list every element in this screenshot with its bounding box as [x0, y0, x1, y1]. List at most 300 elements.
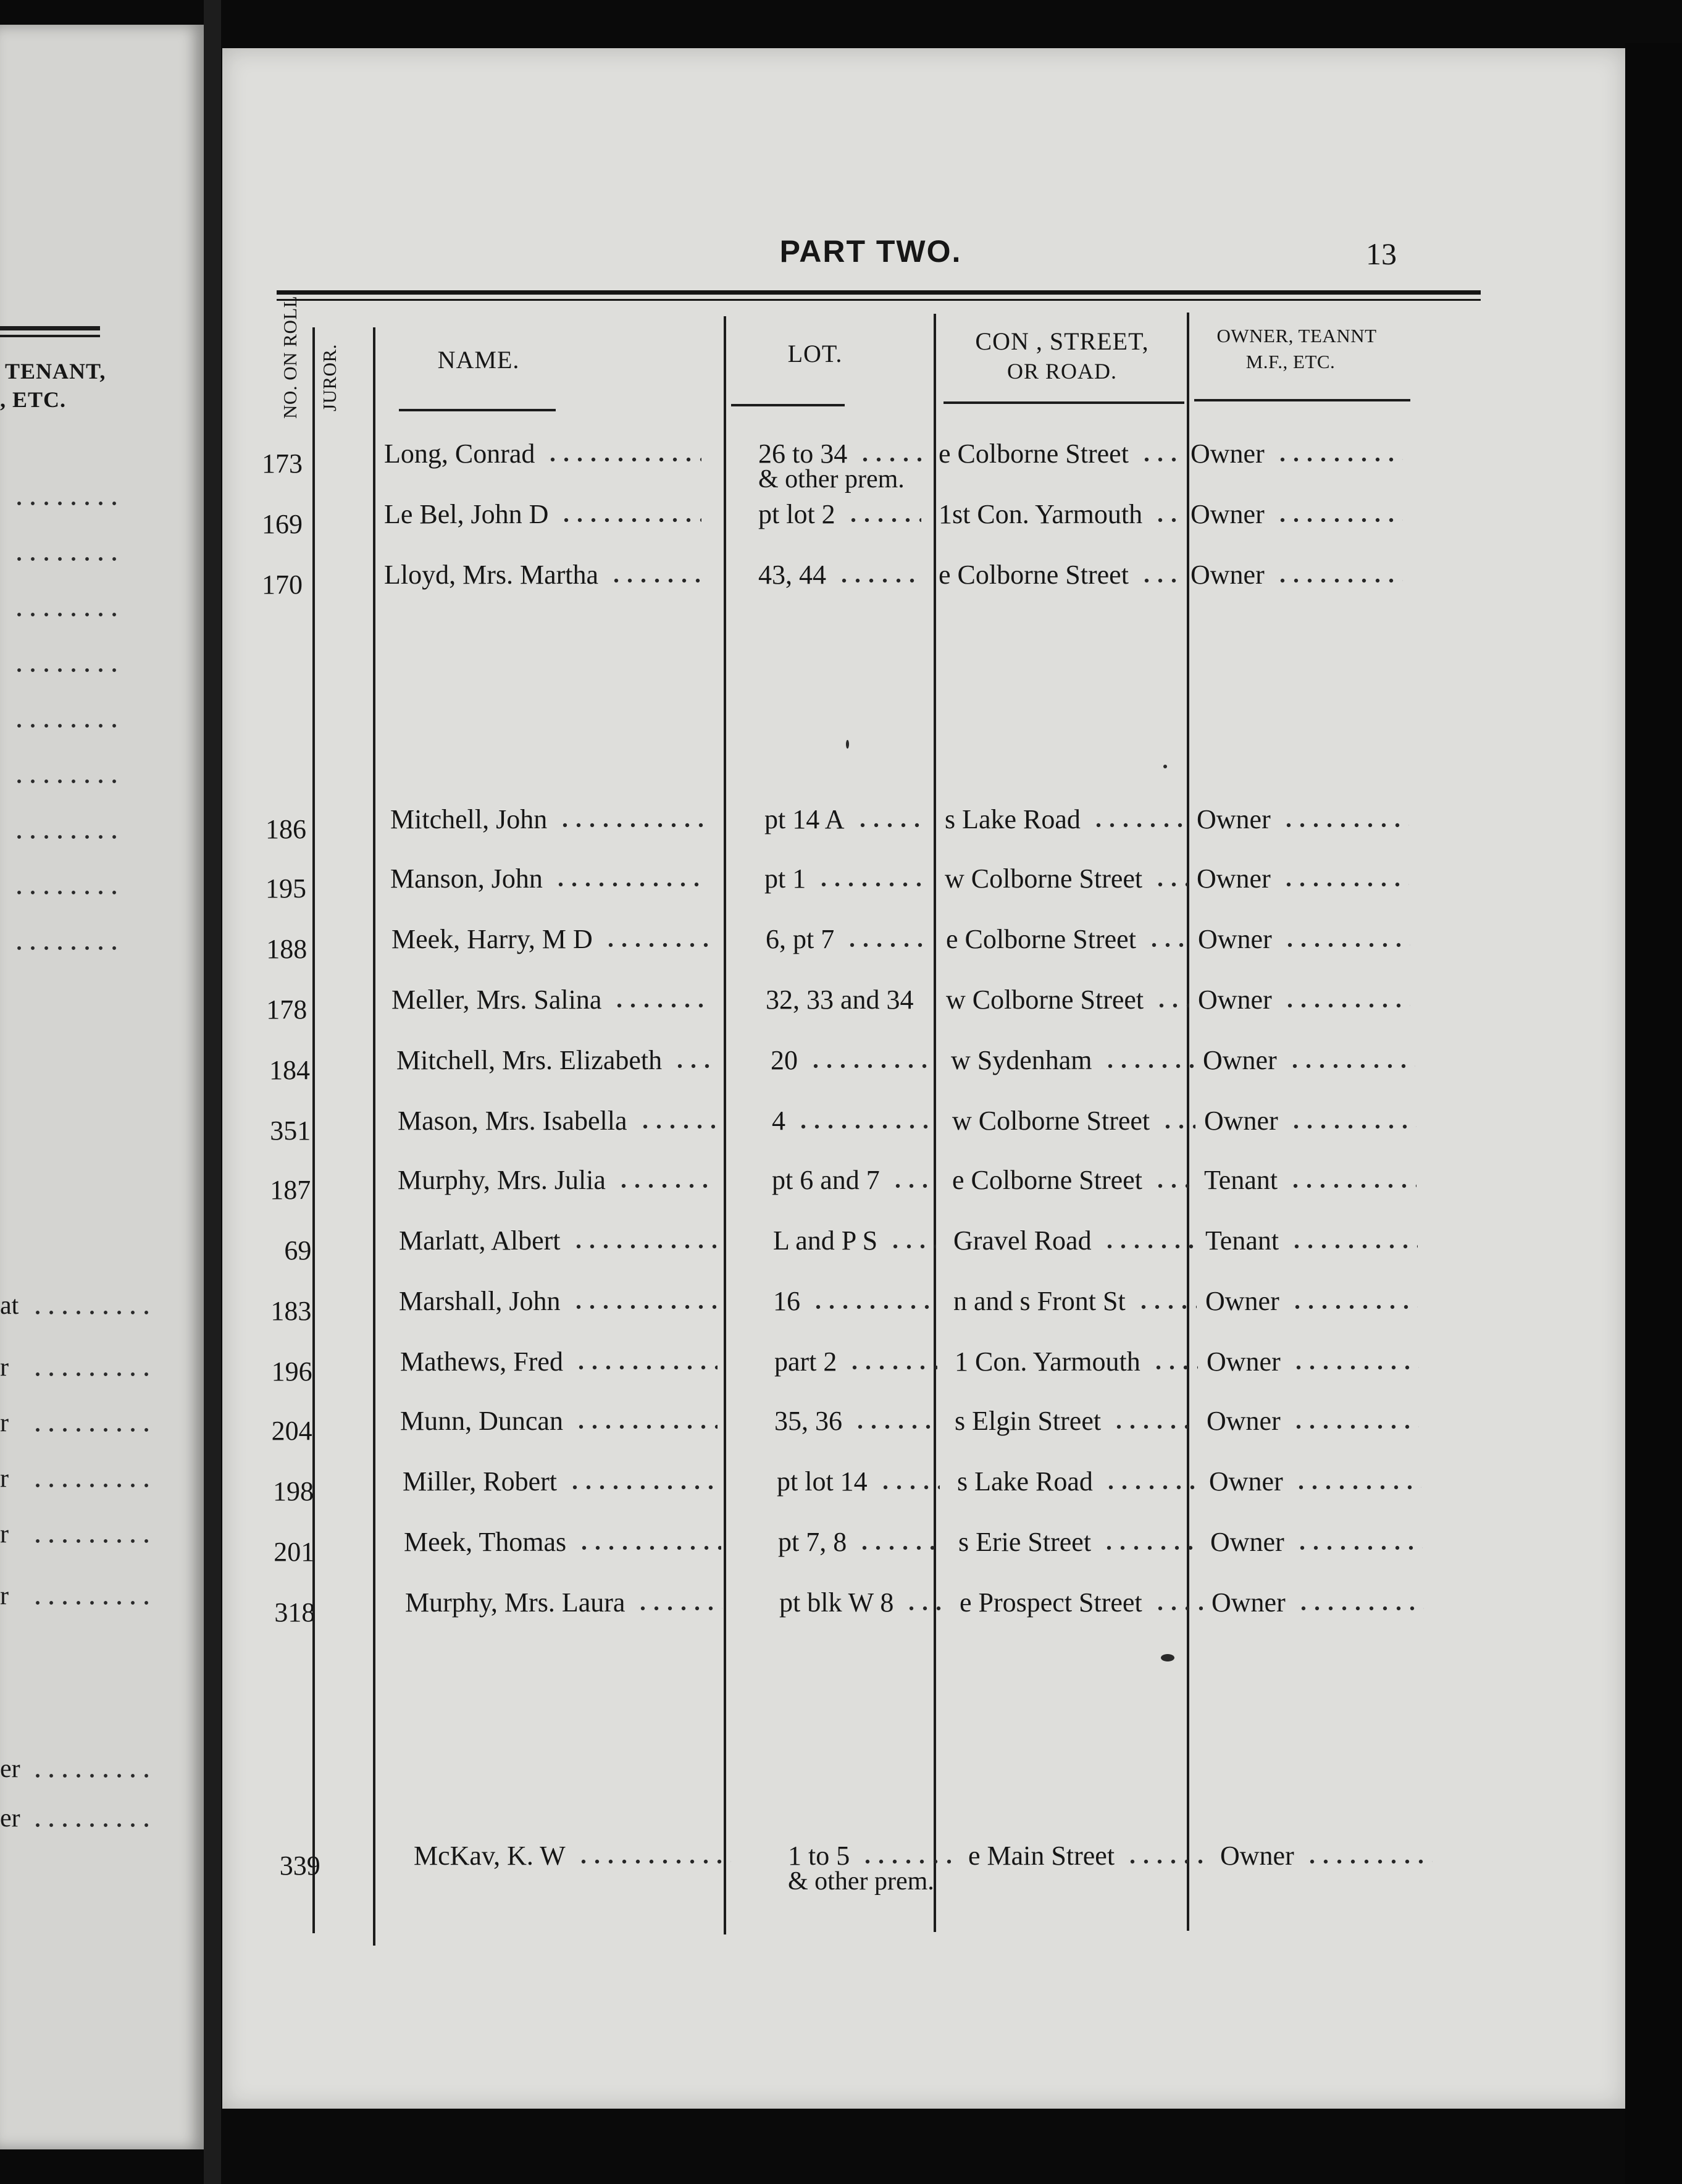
column-header-con-line2: OR ROAD.: [1006, 359, 1117, 384]
leader-dots: [1282, 881, 1409, 888]
left-fragment-entry: [0, 649, 198, 679]
leader-dots: [1152, 1364, 1198, 1371]
owner-cell-value: Owner: [1203, 1045, 1277, 1075]
name-cell-value: Mitchell, Mrs. Elizabeth: [396, 1045, 663, 1075]
table-row: [222, 1405, 1625, 1464]
lot-cell: [771, 1044, 937, 1087]
leader-dots: [1140, 456, 1182, 463]
con-street-cell-value: e Colborne Street: [939, 439, 1129, 469]
table-row: [222, 437, 1625, 497]
con-street-cell-value: e Main Street: [968, 1841, 1115, 1871]
owner-cell-value: Owner: [1190, 499, 1265, 529]
name-cell: [390, 803, 711, 846]
leader-dots: [1103, 1243, 1197, 1250]
lot-cell-value: pt blk W 8: [779, 1587, 894, 1618]
name-cell-value: Lloyd, Mrs. Martha: [384, 560, 599, 590]
owner-subrule: [1194, 399, 1410, 401]
left-fragment-entry: [0, 537, 198, 568]
left-fragment-text: at: [0, 1292, 19, 1320]
column-header-no-on-roll: NO. ON ROLL.: [279, 290, 301, 419]
left-fragment-text: r: [0, 1464, 9, 1493]
left-fragment-text: er: [0, 1804, 20, 1833]
name-cell: [399, 1285, 720, 1328]
owner-cell: [1197, 862, 1413, 905]
leader-dots: [1112, 1423, 1198, 1430]
name-cell-value: Marlatt, Albert: [399, 1225, 561, 1256]
leader-dots: [31, 1427, 154, 1433]
owner-cell: [1205, 1224, 1421, 1267]
lot-cell-value: pt lot 2: [758, 499, 835, 529]
header-rule-thick: [277, 290, 1481, 295]
left-fragment-entry: [0, 1464, 198, 1495]
leader-dots: [31, 1600, 154, 1606]
lot-cell: [772, 1104, 939, 1148]
leader-dots: [879, 1484, 940, 1491]
table-row: [222, 1224, 1625, 1283]
leader-dots: [558, 821, 708, 829]
leader-dots: [574, 1423, 718, 1430]
leader-dots: [31, 1538, 154, 1544]
roll-number: 198: [273, 1476, 314, 1506]
leader-dots: [809, 1062, 934, 1070]
con-street-cell: [945, 862, 1192, 905]
leader-dots: [673, 1062, 714, 1070]
stray-mark: [1163, 765, 1167, 768]
table-row: [222, 1526, 1625, 1585]
con-street-cell: [968, 1839, 1215, 1883]
con-street-cell: [946, 983, 1193, 1027]
leader-dots: [12, 723, 117, 729]
leader-dots: [811, 1303, 936, 1311]
owner-cell-value: Owner: [1220, 1841, 1294, 1871]
page-number: 13: [1366, 237, 1397, 271]
roll-number: 178: [266, 994, 308, 1025]
leader-dots: [905, 1605, 942, 1612]
left-fragment-entry: [0, 1174, 198, 1204]
leader-dots: [1276, 516, 1403, 524]
con-street-cell: [957, 1465, 1204, 1508]
lot-continuation: & other prem.: [788, 1867, 934, 1896]
leader-dots: [1292, 1364, 1419, 1371]
name-cell: [391, 923, 713, 966]
lot-cell-value: 32, 33 and 34: [766, 985, 914, 1015]
left-fragment-entry: [0, 1643, 198, 1674]
left-header-etc: , ETC.: [0, 387, 67, 412]
leader-dots: [891, 1182, 935, 1190]
lot-cell: [779, 1586, 946, 1629]
owner-cell-value: Owner: [1207, 1346, 1281, 1377]
table-row: [222, 1164, 1625, 1223]
owner-cell: [1210, 1526, 1426, 1569]
left-fragment-entry: [0, 482, 198, 513]
name-cell-value: Meller, Mrs. Salina: [391, 985, 602, 1015]
leader-dots: [1104, 1484, 1200, 1491]
owner-cell-value: Owner: [1190, 439, 1265, 469]
con-street-cell: [953, 1285, 1200, 1328]
left-fragment-entry: [0, 871, 198, 902]
lot-cell: [758, 558, 925, 602]
column-header-lot: LOT.: [787, 340, 843, 368]
lot-cell-value: 20: [771, 1045, 798, 1075]
left-header-rule-thin: [0, 335, 100, 337]
con-street-cell-value: e Prospect Street: [960, 1587, 1142, 1618]
leader-dots: [845, 941, 929, 949]
column-header-name: NAME.: [437, 346, 520, 374]
leader-dots: [31, 1482, 154, 1489]
leader-dots: [12, 667, 117, 673]
name-cell: [391, 983, 713, 1027]
lot-cell: [774, 1345, 941, 1388]
leader-dots: [848, 1364, 937, 1371]
leader-dots: [1153, 1605, 1203, 1612]
leader-dots: [1137, 1303, 1197, 1311]
leader-dots: [1103, 1062, 1194, 1070]
leader-dots: [559, 516, 701, 524]
leader-dots: [31, 1309, 154, 1316]
owner-cell-value: Owner: [1198, 924, 1272, 954]
con-street-cell: [960, 1586, 1207, 1629]
lot-cell: [766, 983, 932, 1027]
lot-cell-value: pt lot 14: [777, 1466, 868, 1497]
owner-cell: [1209, 1465, 1425, 1508]
leader-dots: [12, 778, 117, 784]
name-cell-value: Marshall, John: [399, 1286, 561, 1316]
owner-cell-value: Owner: [1210, 1527, 1284, 1557]
lot-cell-value: pt 14 A: [764, 804, 845, 834]
left-fragment-text: r: [0, 1582, 9, 1610]
leader-dots: [1291, 1303, 1418, 1311]
leader-dots: [609, 577, 701, 584]
leader-dots: [1283, 941, 1410, 949]
leader-dots: [1276, 456, 1403, 463]
name-cell-value: Long, Conrad: [384, 439, 535, 469]
lot-cell-value: 6, pt 7: [766, 924, 835, 954]
table-row: [222, 1839, 1625, 1899]
left-header-rule: [0, 326, 100, 330]
name-cell: [400, 1345, 721, 1388]
lot-cell: [777, 1465, 944, 1508]
left-fragment-entry: [0, 704, 198, 735]
leader-dots: [1147, 941, 1189, 949]
lot-cell-value: 4: [772, 1106, 785, 1136]
table-row: [222, 803, 1625, 862]
roll-number: 196: [271, 1356, 312, 1387]
owner-cell-value: Owner: [1198, 985, 1272, 1015]
owner-cell: [1197, 803, 1413, 846]
roll-number: 339: [279, 1850, 320, 1881]
lot-cell-value: 35, 36: [774, 1406, 842, 1436]
con-street-cell-value: w Sydenham: [951, 1045, 1092, 1075]
name-cell: [398, 1164, 719, 1207]
con-street-cell: [939, 498, 1186, 541]
left-fragment-entry: [0, 815, 198, 846]
lot-cell-value: pt 1: [764, 863, 806, 894]
name-cell-value: Munn, Duncan: [400, 1406, 563, 1436]
owner-cell-value: Owner: [1204, 1106, 1278, 1136]
name-cell-value: Meek, Thomas: [404, 1527, 567, 1557]
lot-subrule: [731, 404, 845, 406]
name-cell-value: Mason, Mrs. Isabella: [398, 1106, 627, 1136]
left-fragment-entry: [0, 1229, 198, 1260]
table-row: [222, 498, 1625, 557]
name-cell: [414, 1839, 735, 1883]
lot-cell: [766, 923, 932, 966]
leader-dots: [1102, 1544, 1202, 1552]
roll-number: 186: [266, 814, 306, 844]
owner-cell-value: Owner: [1197, 804, 1271, 834]
name-cell: [405, 1586, 726, 1629]
left-fragment-text: r: [0, 1409, 9, 1437]
con-street-cell-value: w Colborne Street: [945, 863, 1143, 894]
lot-cell-value: 1 to 5: [788, 1841, 850, 1871]
leader-dots: [577, 1858, 731, 1865]
con-street-cell-value: s Lake Road: [957, 1466, 1093, 1497]
left-fragment-entry: [0, 1291, 198, 1322]
leader-dots: [1276, 577, 1403, 584]
name-cell: [400, 1405, 721, 1448]
roll-number: 351: [270, 1115, 311, 1146]
lot-cell-value: pt 6 and 7: [772, 1165, 880, 1195]
name-cell: [399, 1224, 720, 1267]
owner-cell: [1198, 983, 1414, 1027]
lot-cell-value: L and P S: [773, 1225, 878, 1256]
leader-dots: [889, 1243, 936, 1250]
leader-dots: [1126, 1858, 1211, 1865]
leader-dots: [1283, 1002, 1410, 1009]
con-street-cell-value: e Colborne Street: [939, 560, 1129, 590]
leader-dots: [638, 1123, 715, 1130]
name-cell: [396, 1044, 718, 1087]
owner-cell-value: Owner: [1190, 560, 1265, 590]
leader-dots: [12, 611, 117, 618]
roll-number: 318: [274, 1597, 316, 1628]
con-street-cell: [951, 1044, 1198, 1087]
name-cell: [384, 498, 705, 541]
column-header-owner-line1: OWNER, TEANNT: [1216, 325, 1377, 346]
left-fragment-entry: [0, 593, 198, 624]
leader-dots: [31, 1822, 154, 1828]
owner-cell: [1211, 1586, 1428, 1629]
lot-cell: [772, 1164, 939, 1207]
owner-cell-value: Tenant: [1205, 1225, 1279, 1256]
table-row: [222, 558, 1625, 618]
leader-dots: [1153, 881, 1188, 888]
table-row: [222, 1345, 1625, 1405]
leader-dots: [613, 1002, 709, 1009]
con-street-cell-value: n and s Front St: [953, 1286, 1126, 1316]
lot-cell: [773, 1285, 940, 1328]
page-title: PART TWO.: [779, 234, 962, 269]
name-cell: [403, 1465, 724, 1508]
roll-number: 69: [284, 1235, 312, 1266]
page-gutter: [204, 0, 221, 2184]
con-street-cell: [955, 1405, 1202, 1448]
owner-cell: [1204, 1104, 1420, 1148]
con-street-cell-value: Gravel Road: [953, 1225, 1092, 1256]
lot-cell-value: pt 7, 8: [778, 1527, 847, 1557]
con-street-cell-value: e Colborne Street: [946, 924, 1136, 954]
leader-dots: [12, 834, 117, 840]
lot-cell-value: part 2: [774, 1346, 837, 1377]
con-street-cell: [945, 803, 1192, 846]
leader-dots: [617, 1182, 715, 1190]
leader-dots: [636, 1605, 722, 1612]
name-cell: [404, 1526, 725, 1569]
roll-number: 173: [262, 448, 303, 479]
leader-dots: [546, 456, 701, 463]
table-row: [222, 1586, 1625, 1645]
stray-mark: [846, 740, 849, 749]
leader-dots: [1292, 1423, 1419, 1430]
name-cell-value: Manson, John: [390, 863, 543, 894]
lot-cell-value: 43, 44: [758, 560, 826, 590]
roll-number: 195: [266, 873, 306, 904]
leader-dots: [858, 456, 921, 463]
leader-dots: [847, 516, 921, 524]
column-header-con-line1: CON , STREET,: [975, 327, 1149, 355]
roll-number: 204: [271, 1416, 312, 1446]
leader-dots: [1153, 1182, 1195, 1190]
table-row: [222, 1285, 1625, 1344]
leader-dots: [604, 941, 709, 949]
owner-cell: [1207, 1405, 1423, 1448]
column-header-owner-line2: M.F., ETC.: [1245, 351, 1336, 372]
page-edge: [1625, 43, 1682, 2184]
con-street-cell-value: w Colborne Street: [946, 985, 1144, 1015]
owner-cell-value: Owner: [1197, 863, 1271, 894]
table-row: [222, 1044, 1625, 1103]
leader-dots: [12, 945, 117, 951]
con-street-cell-value: s Elgin Street: [955, 1406, 1102, 1436]
lot-cell: [773, 1224, 940, 1267]
con-street-cell: [952, 1104, 1199, 1148]
leader-dots: [861, 1858, 951, 1865]
leader-dots: [1294, 1484, 1421, 1491]
roll-number: 184: [269, 1055, 310, 1085]
previous-page-fragment: [0, 25, 204, 2149]
con-street-cell-value: w Colborne Street: [952, 1106, 1150, 1136]
con-subrule: [944, 401, 1184, 404]
con-street-cell-value: 1 Con. Yarmouth: [955, 1346, 1140, 1377]
owner-cell: [1190, 498, 1407, 541]
owner-cell: [1207, 1345, 1423, 1388]
con-street-cell-value: e Colborne Street: [952, 1165, 1142, 1195]
leader-dots: [31, 1371, 154, 1377]
left-fragment-entry: [0, 1519, 198, 1550]
register-page: [222, 48, 1625, 2109]
left-header-tenant: TENANT,: [5, 359, 106, 384]
left-fragment-entry: [0, 1581, 198, 1612]
leader-dots: [1092, 821, 1188, 829]
table-row: [222, 983, 1625, 1043]
leader-dots: [1289, 1123, 1416, 1130]
owner-cell: [1220, 1839, 1436, 1883]
owner-cell-value: Tenant: [1204, 1165, 1278, 1195]
leader-dots: [31, 1773, 154, 1779]
roll-number: 183: [270, 1296, 312, 1326]
table-row: [222, 862, 1625, 922]
leader-dots: [12, 889, 117, 896]
roll-number: 169: [262, 509, 303, 539]
left-fragment-text: r: [0, 1353, 9, 1382]
leader-dots: [1282, 821, 1409, 829]
con-street-cell: [952, 1164, 1199, 1207]
left-fragment-entry: [0, 1754, 198, 1785]
leader-dots: [817, 881, 927, 888]
leader-dots: [856, 821, 927, 829]
name-cell: [398, 1104, 719, 1148]
leader-dots: [1153, 516, 1182, 524]
con-street-cell: [939, 437, 1186, 481]
left-fragment-entry: [0, 1408, 198, 1439]
left-fragment-entry: [0, 760, 198, 791]
roll-number: 188: [266, 934, 308, 964]
leader-dots: [1140, 577, 1182, 584]
leader-dots: [1305, 1858, 1433, 1865]
name-cell-value: Murphy, Mrs. Laura: [405, 1587, 626, 1618]
roll-number: 201: [274, 1537, 315, 1567]
con-street-cell: [939, 558, 1186, 602]
con-street-cell: [958, 1526, 1205, 1569]
leader-dots: [12, 556, 117, 562]
leader-dots: [568, 1484, 720, 1491]
table-row: [222, 1104, 1625, 1164]
left-fragment-entry: [0, 1353, 198, 1384]
owner-cell: [1190, 558, 1407, 602]
name-subrule: [399, 409, 556, 411]
name-cell-value: Meek, Harry, M D: [391, 924, 593, 954]
owner-cell: [1198, 923, 1414, 966]
leader-dots: [858, 1544, 941, 1552]
lot-continuation: & other prem.: [758, 465, 905, 494]
name-cell-value: Miller, Robert: [403, 1466, 557, 1497]
leader-dots: [853, 1423, 937, 1430]
owner-cell: [1203, 1044, 1419, 1087]
leader-dots: [1290, 1243, 1418, 1250]
con-street-cell: [953, 1224, 1200, 1267]
lot-cell: [758, 498, 925, 541]
left-fragment-text: r: [0, 1520, 9, 1548]
leader-dots: [1289, 1182, 1416, 1190]
leader-dots: [837, 577, 921, 584]
owner-cell: [1204, 1164, 1420, 1207]
leader-dots: [1295, 1544, 1423, 1552]
lot-cell: [778, 1526, 945, 1569]
leader-dots: [577, 1544, 721, 1552]
owner-cell-value: Owner: [1209, 1466, 1283, 1497]
lot-cell: [764, 862, 931, 905]
name-cell-value: Le Bel, John D: [384, 499, 549, 529]
name-cell-value: Mathews, Fred: [400, 1346, 563, 1377]
owner-cell-value: Owner: [1205, 1286, 1279, 1316]
owner-cell-value: Owner: [1207, 1406, 1281, 1436]
roll-number: 170: [262, 569, 303, 600]
leader-dots: [797, 1123, 935, 1130]
lot-cell-value: 26 to 34: [758, 439, 848, 469]
leader-dots: [12, 500, 117, 506]
column-header-juror: JUROR.: [319, 344, 340, 411]
stray-mark: [1161, 1654, 1174, 1661]
leader-dots: [1161, 1123, 1195, 1130]
leader-dots: [572, 1303, 716, 1311]
name-cell-value: Mitchell, John: [390, 804, 548, 834]
con-street-cell: [955, 1345, 1202, 1388]
table-row: [222, 923, 1625, 982]
left-fragment-entry: [0, 926, 198, 957]
leader-dots: [572, 1243, 716, 1250]
owner-cell: [1190, 437, 1407, 481]
owner-cell: [1205, 1285, 1421, 1328]
